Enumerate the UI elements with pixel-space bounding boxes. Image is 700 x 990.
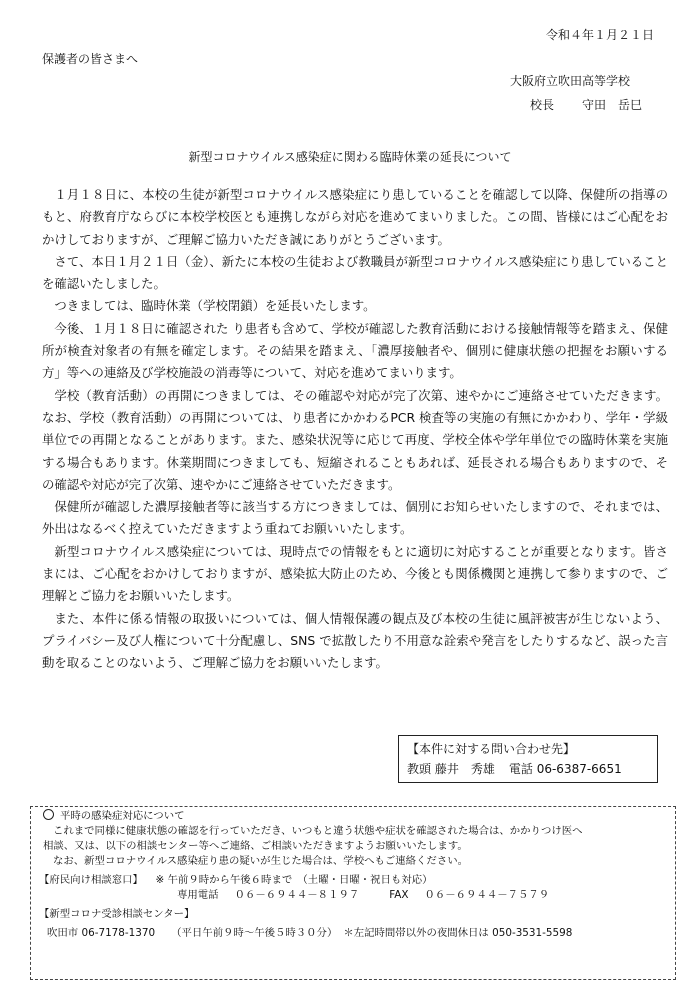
center1-row	[39, 873, 667, 888]
contact-name: 藤井 秀雄	[434, 762, 495, 776]
notice-line: なお、新型コロナウイルス感染症り患の疑いが生じた場合は、学校へもご連絡ください。	[53, 855, 468, 867]
contact-phone: 06-6387-6651	[536, 762, 622, 776]
school-name: 大阪府立吹田高等学校	[510, 74, 631, 88]
center1-tel-label: 専用電話	[177, 889, 219, 901]
center2-hours: （平日午前９時～午後５時３０分）	[171, 927, 338, 939]
recipient: 保護者の皆さまへ	[42, 52, 139, 66]
paragraph: 今後、１月１８日に確認された り患者も含めて、学校が確認した教育活動における接触情報等を踏まえ、保健所が検査対象者の有無を確定します。その結果を踏まえ、「濃厚接触者や、個別に健康状態の把握をお願いする方」等への連絡及び学校施設の消毒等について、対応を進めてまいります。	[42, 320, 668, 381]
paragraph: 新型コロナウイルス感染症については、現時点での情報をもとに適切に対応することが重要となります。皆さまには、ご心配をおかけしておりますが、感染拡大防止のため、今後とも関係機関と連携して参りますので、ご理解とご協力をお願いいたします。	[42, 543, 668, 604]
center1-tel: ０６－６９４４－８１９７	[234, 889, 360, 901]
contact-role: 教頭	[407, 762, 432, 776]
document-title: 新型コロナウイルス感染症に関わる臨時休業の延長について	[188, 150, 512, 164]
paragraph: １月１８日に、本校の生徒が新型コロナウイルス感染症にり患していることを確認して以降、保健所の指導のもと、府教育庁ならびに本校学校医とも連携しながら対応を進めてまいりました。この間、皆様にはご心配をおかけしておりますが、ご理解ご協力いただき誠にありがとうございます。	[42, 187, 668, 247]
notice-line: これまで同様に健康状態の確認を行っていただき、いつもと違う状態や症状を確認された場合は、かかりつけ医へ	[53, 825, 583, 837]
contact-phone-label: 電話	[508, 762, 533, 776]
center2-row	[47, 926, 667, 941]
principal-name: 守田 岳巳	[582, 98, 643, 112]
center2-city: 吹田市	[47, 927, 79, 939]
center2-tel: 06-7178-1370	[81, 927, 156, 939]
paragraph: さて、本日１月２１日（金）、新たに本校の生徒および教職員が新型コロナウイルス感染症にり患していることを確認いたしました。	[42, 253, 668, 292]
center1-hours: ※ 午前９時から午後６時まで （土曜・日曜・祝日も対応）	[155, 874, 433, 886]
center2-night: ＊左記時間帯以外の夜間休日は 050-3531-5598	[343, 927, 573, 939]
contact-box	[398, 735, 658, 783]
notice-heading-row	[43, 809, 667, 824]
center1-fax-label: FAX	[389, 889, 409, 901]
notice-box	[30, 806, 676, 980]
center2-label: 【新型コロナ受診相談センター】	[39, 908, 195, 920]
contact-details	[407, 759, 649, 779]
circle-bullet-icon	[43, 809, 54, 820]
contact-heading: 【本件に対する問い合わせ先】	[407, 742, 576, 756]
center1-tel-row	[177, 888, 667, 903]
principal	[530, 96, 642, 113]
document-date: 令和４年１月２１日	[545, 28, 654, 42]
paragraph: 保健所が確認した濃厚接触者等に該当する方につきましては、個別にお知らせいたしますので、それまでは、外出はなるべく控えていただきますよう重ねてお願いいたします。	[42, 499, 668, 537]
document-body	[42, 184, 668, 675]
paragraph: つきましては、臨時休業（学校閉鎖）を延長いたします。	[54, 298, 376, 314]
paragraph: また、本件に係る情報の取扱いについては、個人情報保護の観点及び本校の生徒に風評被害が生じないよう、プライバシー及び人権について十分配慮し、SNS で拡散したり不用意な詮索や発言をしたりするなど、誤った言動を取ることのないよう、ご理解ご協力をお願いいたします。	[42, 610, 668, 671]
notice-heading: 平時の感染症対応について	[60, 810, 185, 822]
principal-title: 校長	[530, 98, 555, 112]
paragraph: 学校（教育活動）の再開につきましては、その確認や対応が完了次第、速やかにご連絡させていただきます。なお、学校（教育活動）の再開については、り患者にかかわるPCR 検査等の実施の有無にかかわり、学年・学級単位での再開となることがあります。また、感染状況等に応じて再度、学校全体や学年単位での臨時休業を実施する場合もあります。休業期間につきましても、短縮されることもあれば、延長される場合もありますので、その確認や対応が完了次第、速やかにご連絡させていただきます。	[42, 387, 668, 492]
center1-label: 【府民向け相談窓口】	[39, 874, 143, 886]
center1-fax: ０６－６９４４－７５７９	[424, 889, 550, 901]
notice-line: 相談、又は、以下の相談センター等へご連絡、ご相談いただきますようお願いいたします。	[43, 840, 468, 852]
